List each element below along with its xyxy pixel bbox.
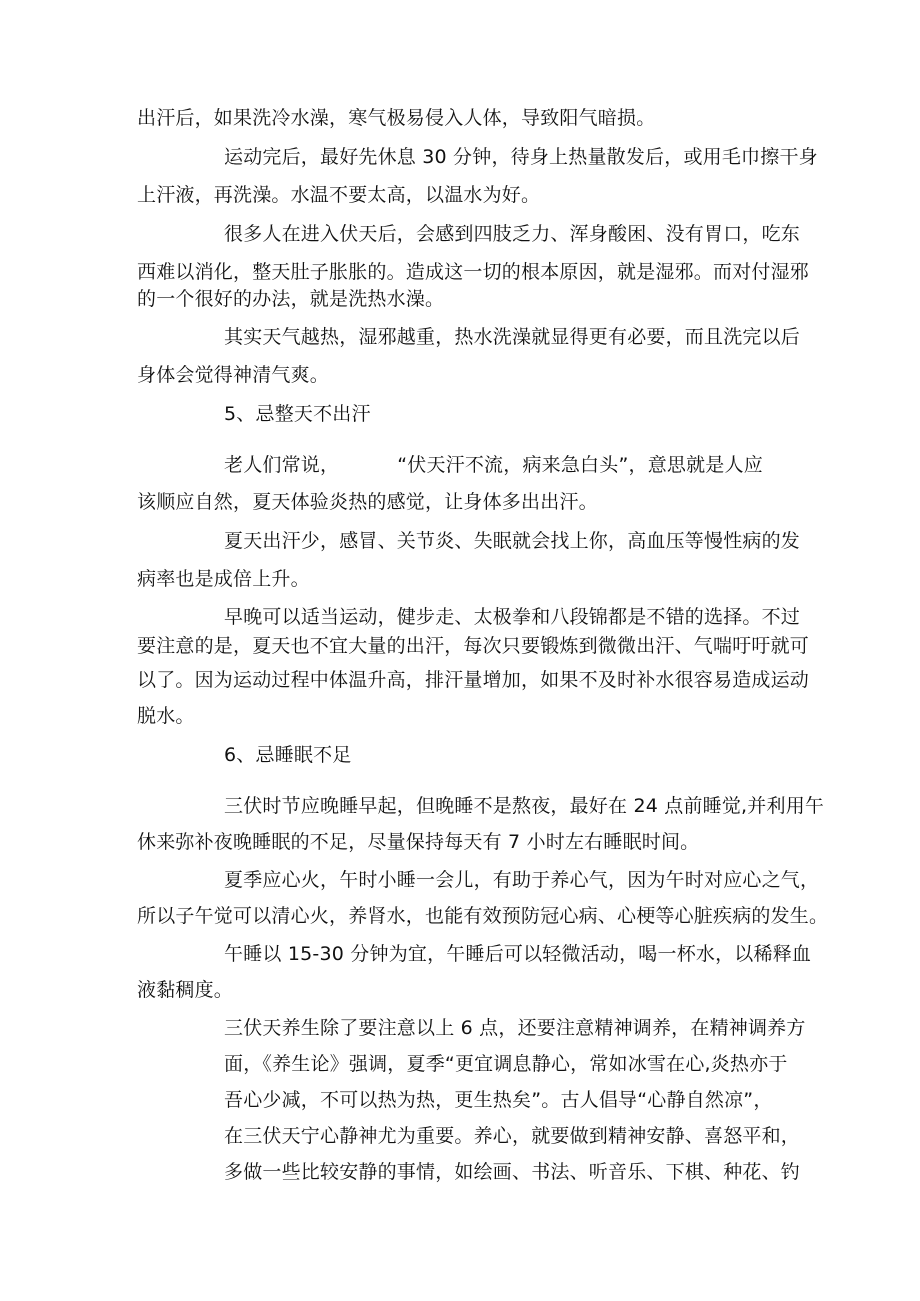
text-line: 吾心少减，不可以热为热，更生热矣”。古人倡导“心静自然凉”， xyxy=(224,1089,773,1111)
text-line: 很多人在进入伏天后，会感到四肢乏力、浑身酸困、没有胃口，吃东 xyxy=(224,223,801,245)
text-line: 夏天出汗少，感冒、关节炎、失眠就会找上你，高血压等慢性病的发 xyxy=(224,530,801,552)
text-line: 的一个很好的办法，就是洗热水澡。 xyxy=(137,288,445,310)
text-line: 该顺应自然，夏天体验炎热的感觉，让身体多出出汗。 xyxy=(137,491,598,513)
text-line: 西难以消化，整天肚子胀胀的。造成这一切的根本原因，就是湿邪。而对付湿邪 xyxy=(137,261,810,283)
text-line: 午睡以 15-30 分钟为宜，午睡后可以轻微活动，喝一杯水，以稀释血 xyxy=(224,943,812,965)
text-line: 夏季应心火，午时小睡一会儿，有助于养心气，因为午时对应心之气， xyxy=(224,869,820,891)
text-line: 运动完后，最好先休息 30 分钟，待身上热量散发后，或用毛巾擦干身 xyxy=(224,146,818,168)
section-heading: 6、忌睡眠不足 xyxy=(224,744,352,766)
text-line xyxy=(224,453,763,477)
text-line: 液黏稠度。 xyxy=(137,979,234,1001)
text-line: 早晚可以适当运动，健步走、太极拳和八段锦都是不错的选择。不过 xyxy=(224,606,801,628)
text-line: 三伏天养生除了要注意以上 6 点，还要注意精神调养，在精神调养方 xyxy=(224,1017,806,1039)
text-line: 所以子午觉可以清心火，养肾水，也能有效预防冠心病、心梗等心脏疾病的发生。 xyxy=(137,905,829,927)
text-line: 脱水。 xyxy=(137,705,195,727)
text-line: 病率也是成倍上升。 xyxy=(137,568,310,590)
text-line: 上汗液，再洗澡。水温不要太高，以温水为好。 xyxy=(137,184,541,206)
text-line: 身体会觉得神清气爽。 xyxy=(137,364,330,386)
text-line: 休来弥补夜晚睡眠的不足，尽量保持每天有 7 小时左右睡眠时间。 xyxy=(137,831,700,853)
text-line: 以了。因为运动过程中体温升高，排汗量增加，如果不及时补水很容易造成运动 xyxy=(137,669,810,691)
text-segment: 老人们常说， xyxy=(224,454,340,476)
text-line: 出汗后，如果洗冷水澡，寒气极易侵入人体，导致阳气暗损。 xyxy=(137,107,656,129)
text-segment: “伏天汗不流，病来急白头”，意思就是人应 xyxy=(397,454,763,476)
text-line: 面，《养生论》强调，夏季“更宜调息静心，常如冰雪在心,炎热亦于 xyxy=(224,1053,788,1075)
text-line: 其实天气越热，湿邪越重，热水洗澡就显得更有必要，而且洗完以后 xyxy=(224,326,801,348)
text-line: 三伏时节应晚睡早起，但晚睡不是熬夜，最好在 24 点前睡觉,并利用午 xyxy=(224,795,825,817)
text-line: 多做一些比较安静的事情，如绘画、书法、听音乐、下棋、种花、钓 xyxy=(224,1161,801,1183)
section-heading: 5、忌整天不出汗 xyxy=(224,403,371,425)
text-line: 要注意的是，夏天也不宜大量的出汗，每次只要锻炼到微微出汗、气喘吁吁就可 xyxy=(137,635,810,657)
text-line: 在三伏天宁心静神尤为重要。养心，就要做到精神安静、喜怒平和， xyxy=(224,1125,801,1147)
